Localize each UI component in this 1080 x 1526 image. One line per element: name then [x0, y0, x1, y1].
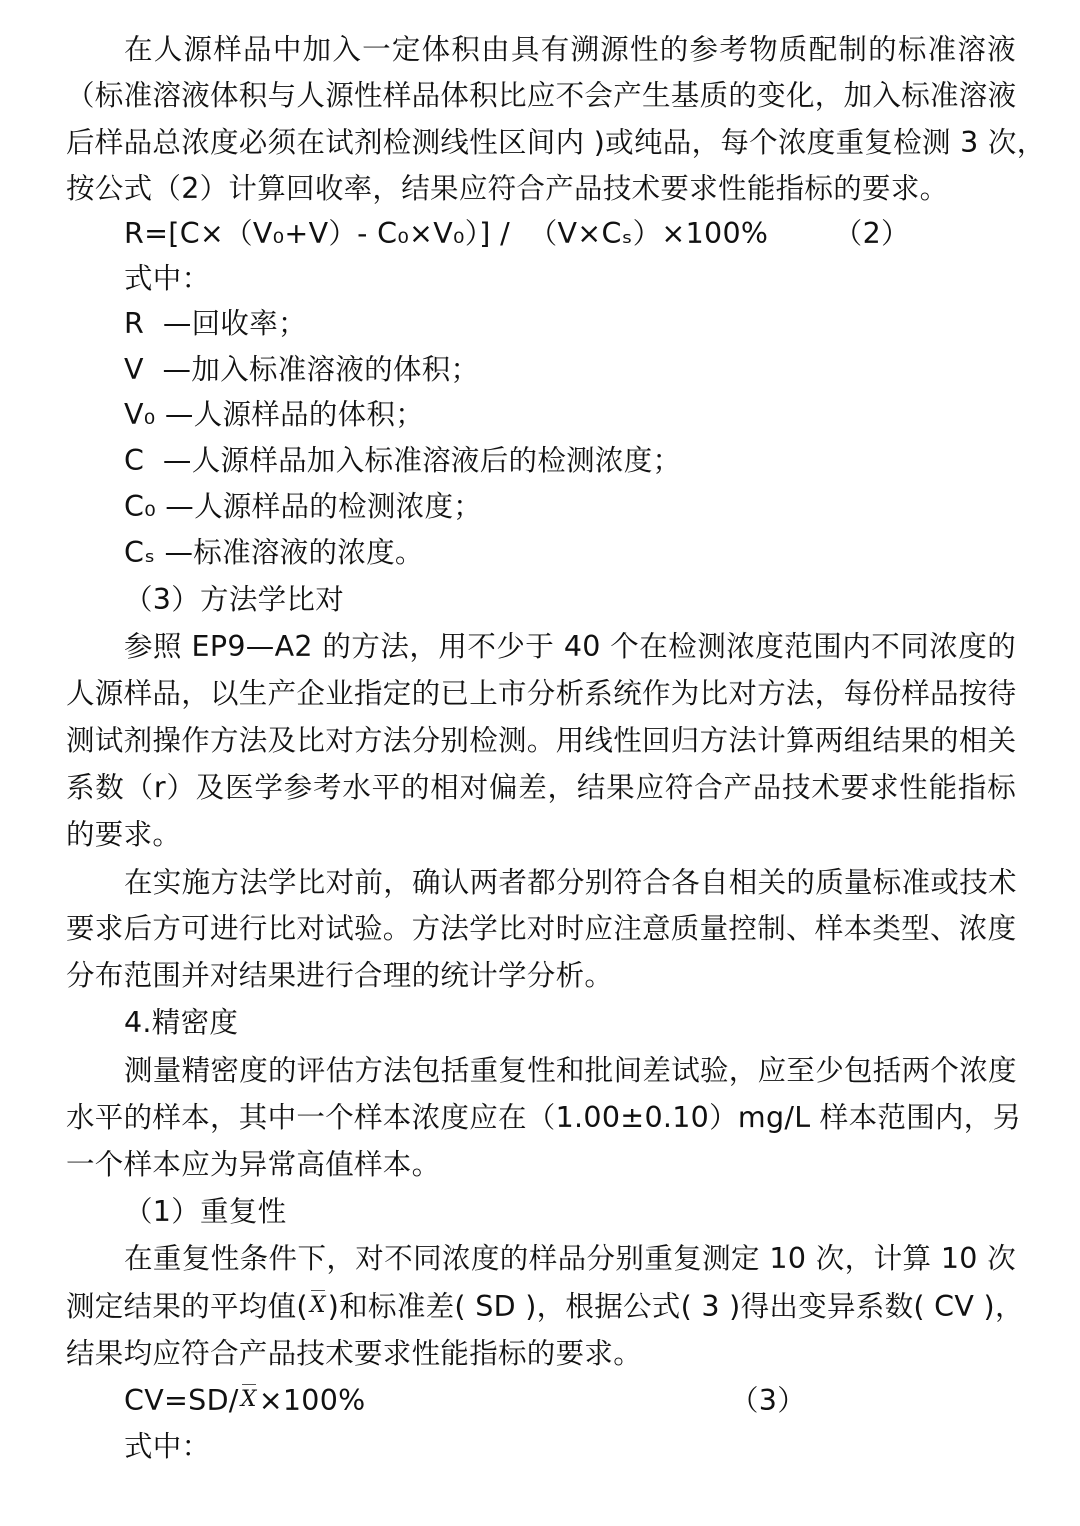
paragraph-line: 要求后方可进行比对试验。方法学比对时应注意质量控制、样本类型、浓度 [66, 912, 1017, 945]
legend-item: R —回收率； [124, 307, 307, 340]
paragraph-line: 水平的样本，其中一个样本浓度应在（1.00±0.10）mg/L 样本范围内，另 [66, 1101, 1022, 1134]
paragraph-line: （标准溶液体积与人源性样品体积比应不会产生基质的变化，加入标准溶液 [66, 79, 1017, 112]
paragraph-line: 系数（r）及医学参考水平的相对偏差，结果应符合产品技术要求性能指标 [66, 771, 1016, 804]
paragraph-line: 参照 EP9—A2 的方法，用不少于 40 个在检测浓度范围内不同浓度的 [124, 630, 1016, 663]
paragraph-line: 后样品总浓度必须在试剂检测线性区间内 )或纯品，每个浓度重复检测 3 次， [66, 126, 1046, 159]
equation-number: （3） [730, 1384, 807, 1417]
formula-text: ×100% [258, 1384, 366, 1417]
paragraph-line: 按公式（2）计算回收率，结果应符合产品技术要求性能指标的要求。 [66, 172, 949, 205]
legend-item: V₀ —人源样品的体积； [124, 398, 425, 431]
legend-item: V —加入标准溶液的体积； [124, 353, 480, 386]
paragraph-line: 在实施方法学比对前，确认两者都分别符合各自相关的质量标准或技术 [124, 866, 1017, 899]
text-run: 测定结果的平均值( [66, 1290, 308, 1323]
mean-symbol-letter: X [309, 1293, 326, 1318]
text-run: )和标准差( SD )，根据公式( 3 )得出变异系数( CV )， [327, 1290, 1024, 1323]
legend-heading: 式中： [124, 1430, 211, 1463]
paragraph-line [66, 1284, 1024, 1330]
section-heading: （3）方法学比对 [124, 583, 345, 616]
legend-item: Cₛ —标准溶液的浓度。 [124, 536, 424, 569]
paragraph-line: 一个样本应为异常高值样本。 [66, 1148, 441, 1181]
mean-symbol-letter: X [240, 1387, 257, 1412]
paragraph-line: 分布范围并对结果进行合理的统计学分析。 [66, 959, 614, 992]
paragraph-line: 在人源样品中加入一定体积由具有溯源性的参考物质配制的标准溶液 [124, 33, 1016, 66]
formula-cv [124, 1378, 1016, 1424]
mean-symbol [239, 1378, 259, 1427]
paragraph-line: 在重复性条件下，对不同浓度的样品分别重复测定 10 次，计算 10 次 [124, 1242, 1016, 1275]
paragraph-line: 测量精密度的评估方法包括重复性和批间差试验，应至少包括两个浓度 [124, 1054, 1017, 1087]
section-heading: （1）重复性 [124, 1195, 287, 1228]
section-heading: 4.精密度 [124, 1006, 239, 1039]
paragraph-line: 人源样品，以生产企业指定的已上市分析系统作为比对方法，每份样品按待 [66, 677, 1017, 710]
paragraph-line: 结果均应符合产品技术要求性能指标的要求。 [66, 1337, 643, 1370]
formula-text: CV=SD/ [124, 1384, 239, 1417]
legend-item: C₀ —人源样品的检测浓度； [124, 490, 483, 523]
legend-item: C —人源样品加入标准溶液后的检测浓度； [124, 444, 682, 477]
legend-heading: 式中： [124, 262, 211, 295]
mean-symbol [308, 1284, 328, 1333]
formula-recovery: R=[C×（V₀+V）- C₀×V₀）] / （V×Cₛ）×100% （2） [124, 217, 910, 250]
paragraph-line: 的要求。 [66, 818, 182, 851]
paragraph-line: 测试剂操作方法及比对方法分别检测。用线性回归方法计算两组结果的相关 [66, 724, 1017, 757]
